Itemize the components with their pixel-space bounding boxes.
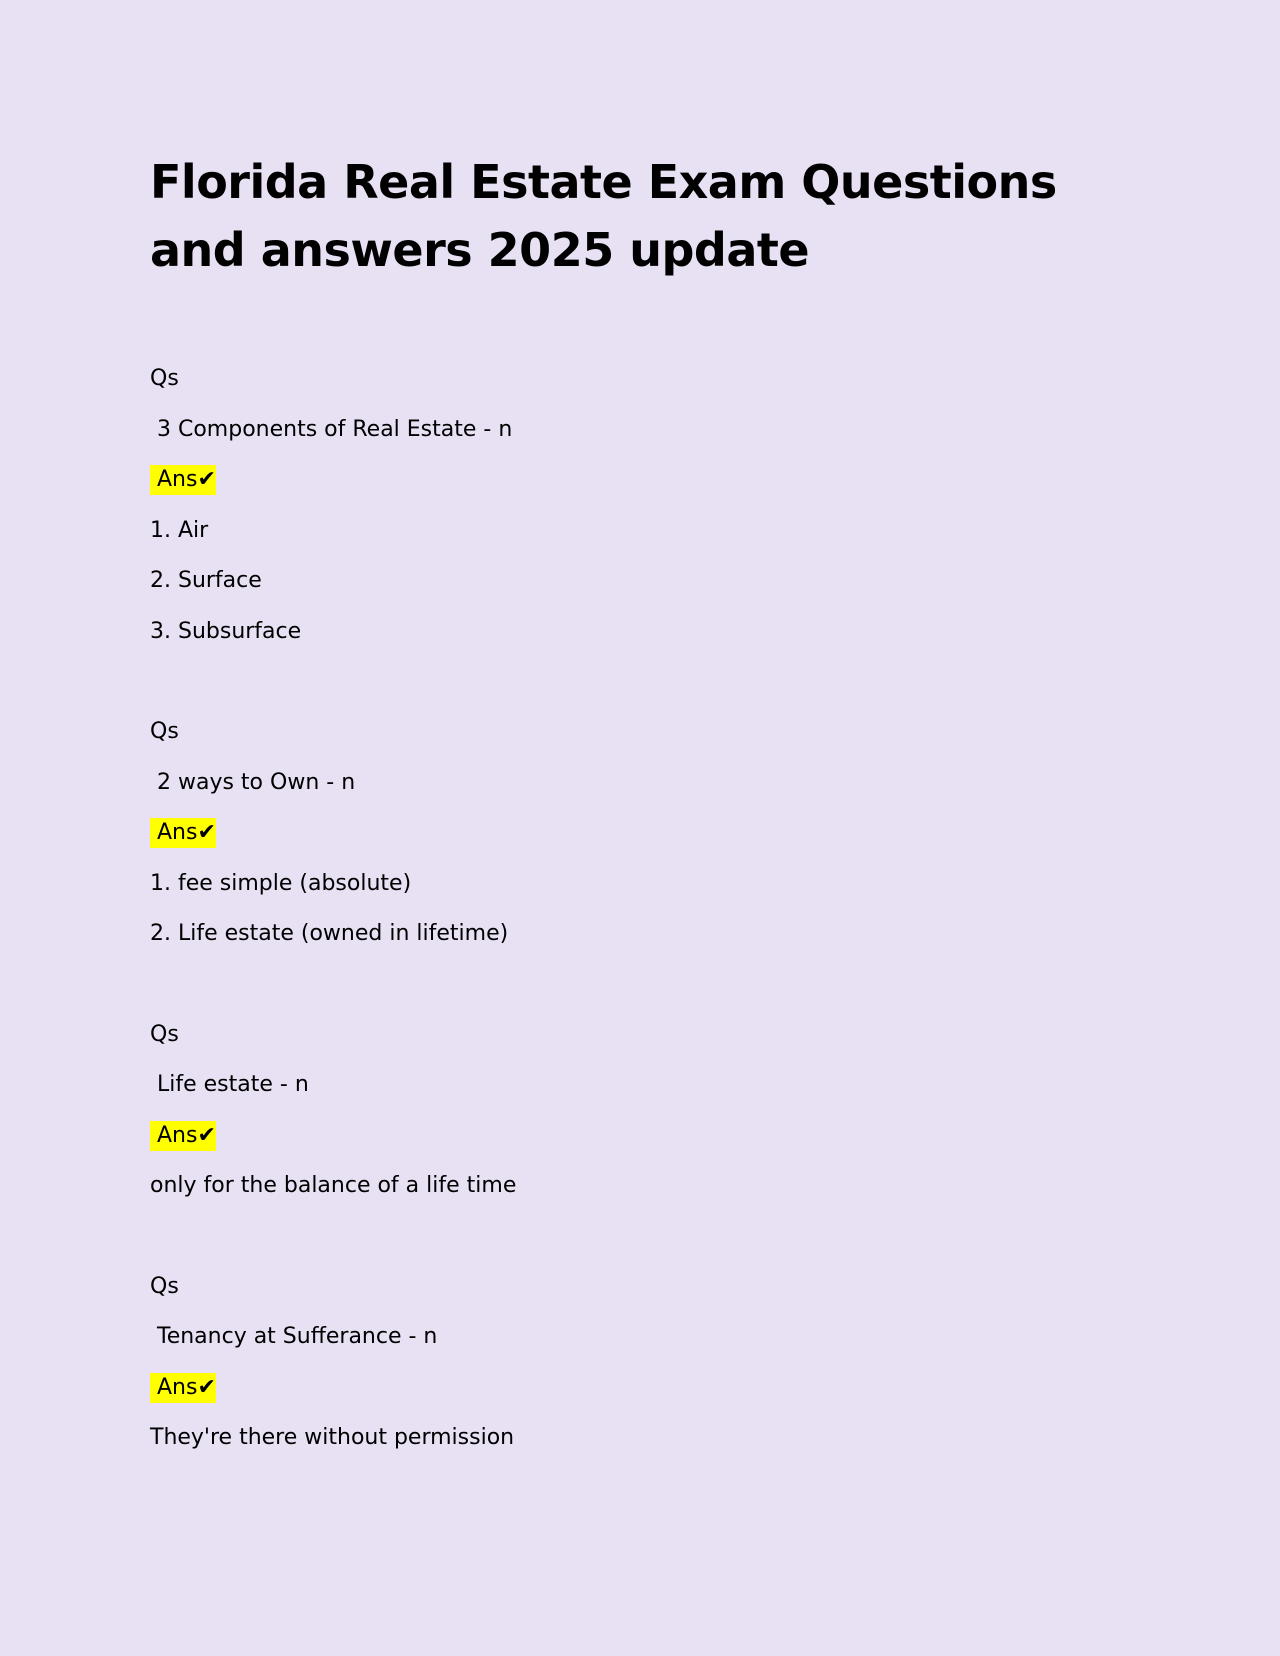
document-content [150,148,1150,1514]
answer-line: 2. Life estate (owned in lifetime) [150,921,509,946]
answer-line: They're there without permission [150,1425,515,1450]
qa-item [150,354,1150,657]
answer-label-row [150,808,1150,859]
question-label: Qs [150,1021,179,1047]
question-text: Tenancy at Sufferance - n [150,1324,438,1349]
question-label: Qs [150,1273,179,1299]
question-label: Qs [150,719,179,744]
answer-line: 3. Subsurface [150,618,302,644]
qa-item [150,1262,1150,1464]
question-text: Life estate - n [150,1072,309,1097]
answer-label-row [150,1363,1150,1414]
question-text: 3 Components of Real Estate - n [150,416,513,442]
answer-line: only for the balance of a life time [150,1173,517,1198]
qa-item [150,707,1150,960]
answer-line: 1. Air [150,517,209,543]
answer-label-row [150,455,1150,506]
answer-label-highlight: Ans✔ [150,818,216,848]
answer-label-highlight: Ans✔ [150,1373,216,1403]
answer-line: 1. fee simple (absolute) [150,870,412,896]
answer-line: 2. Surface [150,568,262,593]
qa-list [150,354,1150,1464]
answer-label-highlight: Ans✔ [150,1121,216,1151]
qa-item [150,1010,1150,1212]
answer-label-row [150,1111,1150,1162]
question-text: 2 ways to Own - n [150,769,356,795]
question-label: Qs [150,366,179,391]
page-title: Florida Real Estate Exam Questions and answers 2025 update [150,155,1057,277]
answer-label-highlight: Ans✔ [150,465,216,495]
